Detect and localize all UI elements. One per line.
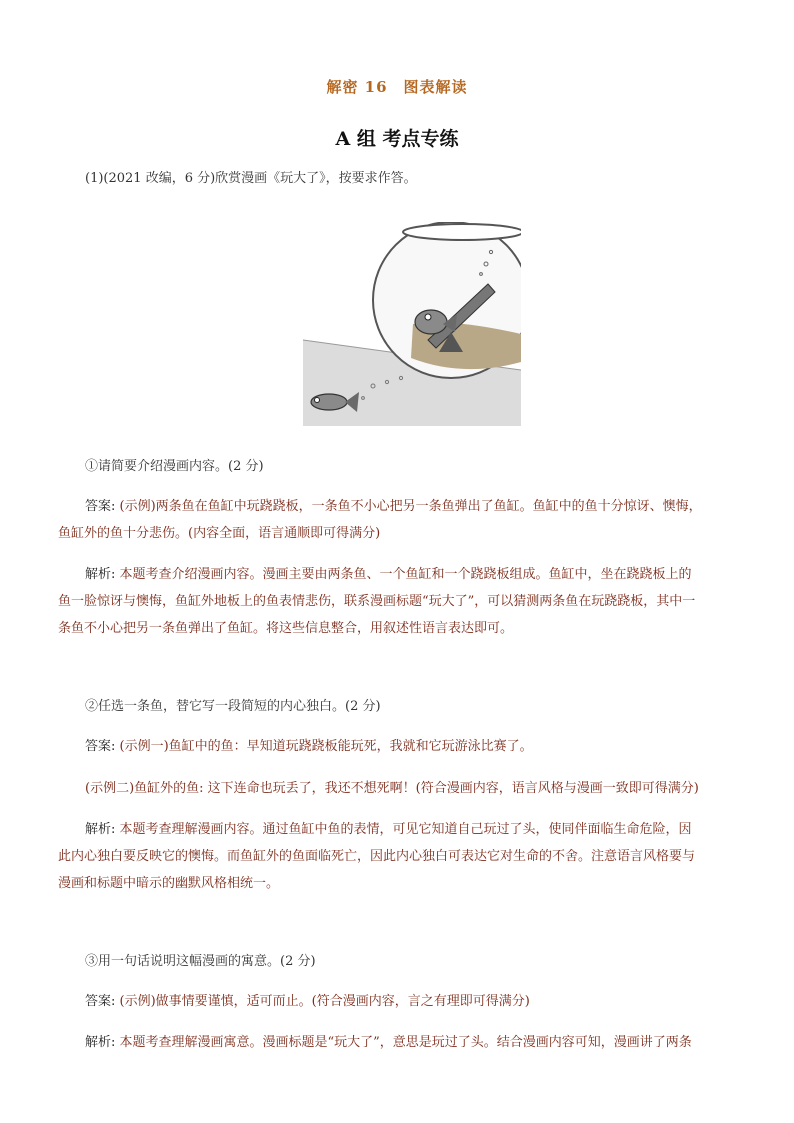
q1-analysis-line1 bbox=[85, 562, 692, 588]
q2-analysis-line2: 此内心独白要反映它的懊悔。而鱼缸外的鱼面临死亡，因此内心独白可表达它对生命的不舍。注意语言风格要与 bbox=[58, 849, 696, 864]
q1-analysis-line3: 条鱼不小心把另一条鱼弹出了鱼缸。将这些信息整合，用叙述性语言表达即可。 bbox=[58, 621, 514, 636]
q2-analysis-label: 解析: bbox=[85, 822, 120, 837]
question-2: ②任选一条鱼，替它写一段简短的内心独白。(2 分) bbox=[85, 699, 381, 714]
q2-answer-line2: (示例二)鱼缸外的鱼: 这下连命也玩丢了，我还不想死啊！(符合漫画内容，语言风格与漫画一致即可得满分) bbox=[85, 781, 699, 796]
comic-illustration bbox=[303, 222, 521, 426]
q3-analysis-line1 bbox=[85, 1030, 692, 1056]
q2-analysis-line3: 漫画和标题中暗示的幽默风格相统一。 bbox=[58, 876, 280, 891]
q3-answer-text: (示例)做事情要谨慎，适可而止。(符合漫画内容，言之有理即可得满分) bbox=[119, 994, 530, 1009]
question-3: ③用一句话说明这幅漫画的寓意。(2 分) bbox=[85, 954, 316, 969]
q1-analysis-text: 本题考查介绍漫画内容。漫画主要由两条鱼、一个鱼缸和一个跷跷板组成。鱼缸中，坐在跷跷板上的 bbox=[119, 567, 692, 582]
q3-answer-line1 bbox=[85, 989, 530, 1015]
q2-answer-line1 bbox=[85, 734, 533, 760]
q3-analysis-text: 本题考查理解漫画寓意。漫画标题是“玩大了”，意思是玩过了头。结合漫画内容可知，漫画讲了两条 bbox=[119, 1035, 692, 1050]
q2-answer-label: 答案: bbox=[85, 739, 120, 754]
q1-answer-line2: 鱼缸外的鱼十分悲伤。(内容全面，语言通顺即可得满分) bbox=[58, 526, 381, 541]
q1-answer-label: 答案: bbox=[85, 499, 120, 514]
section-header: 解密 16 图表解读 bbox=[326, 78, 468, 96]
q1-analysis-label: 解析: bbox=[85, 567, 120, 582]
q1-answer-text: (示例)两条鱼在鱼缸中玩跷跷板，一条鱼不小心把另一条鱼弹出了鱼缸。鱼缸中的鱼十分惊讶、懊悔， bbox=[119, 499, 702, 514]
q2-analysis-line1 bbox=[85, 817, 692, 843]
intro-text: (1)(2021 改编，6 分)欣赏漫画《玩大了》，按要求作答。 bbox=[85, 171, 417, 186]
group-title: A 组 考点专练 bbox=[335, 128, 459, 150]
q2-answer-text: (示例一)鱼缸中的鱼：早知道玩跷跷板能玩死，我就和它玩游泳比赛了。 bbox=[119, 739, 533, 754]
q1-analysis-line2: 鱼一脸惊讶与懊悔，鱼缸外地板上的鱼表情悲伤，联系漫画标题“玩大了”，可以猜测两条鱼在玩跷跷板，其中一 bbox=[58, 594, 696, 609]
q3-analysis-label: 解析: bbox=[85, 1035, 120, 1050]
q3-answer-label: 答案: bbox=[85, 994, 120, 1009]
q2-analysis-text: 本题考查理解漫画内容。通过鱼缸中鱼的表情，可见它知道自己玩过了头，使同伴面临生命危险，因 bbox=[119, 822, 692, 837]
question-1: ①请简要介绍漫画内容。(2 分) bbox=[85, 459, 264, 474]
q1-answer-line1 bbox=[85, 494, 702, 520]
